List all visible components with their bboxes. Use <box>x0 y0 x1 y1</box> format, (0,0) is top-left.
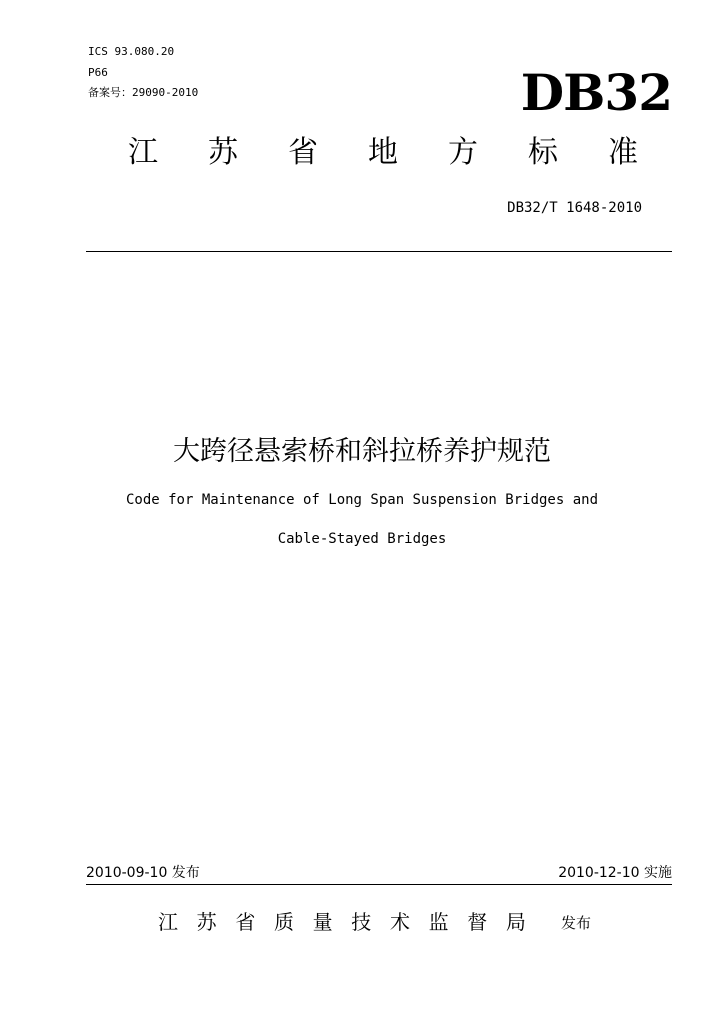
record-number: 备案号：29090-2010 <box>88 86 199 99</box>
issue-date: 2010-09-10 发布 <box>86 865 200 881</box>
issuer-char: 省 <box>235 910 256 934</box>
standard-type-char: 江 <box>128 135 158 170</box>
standard-type-heading <box>128 135 638 171</box>
standard-number: DB32/T 1648-2010 <box>507 200 642 216</box>
issuing-authority <box>158 908 526 936</box>
ics-code: ICS 93.080.20 <box>88 45 175 58</box>
standard-type-char: 准 <box>608 135 638 170</box>
issuer-char: 术 <box>389 910 410 934</box>
issuer-char: 局 <box>505 910 526 934</box>
classification-code: P66 <box>88 66 108 79</box>
top-divider <box>86 251 672 252</box>
issuer-char: 质 <box>273 910 294 934</box>
standard-type-char: 地 <box>368 135 398 170</box>
standard-type-char: 标 <box>528 135 558 170</box>
document-title-en-line1: Code for Maintenance of Long Span Suspension Bridges and <box>125 492 598 508</box>
issuer-char: 监 <box>428 910 449 934</box>
implementation-date: 2010-12-10 实施 <box>558 865 672 881</box>
document-title-zh: 大跨径悬索桥和斜拉桥养护规范 <box>173 436 551 467</box>
issuer-char: 江 <box>158 910 178 934</box>
standard-type-char: 方 <box>448 135 478 170</box>
issuer-char: 量 <box>312 910 333 934</box>
standard-type-char: 苏 <box>208 135 238 170</box>
issuer-char: 苏 <box>196 910 217 934</box>
issuer-char: 督 <box>467 910 488 934</box>
issuer-char: 技 <box>351 910 372 934</box>
issuer-suffix: 发布 <box>561 914 592 932</box>
standard-type-char: 省 <box>288 135 318 170</box>
document-title-en-line2: Cable-Stayed Bridges <box>277 531 447 547</box>
standard-logo: DB32 <box>520 63 672 122</box>
bottom-divider <box>86 884 672 885</box>
